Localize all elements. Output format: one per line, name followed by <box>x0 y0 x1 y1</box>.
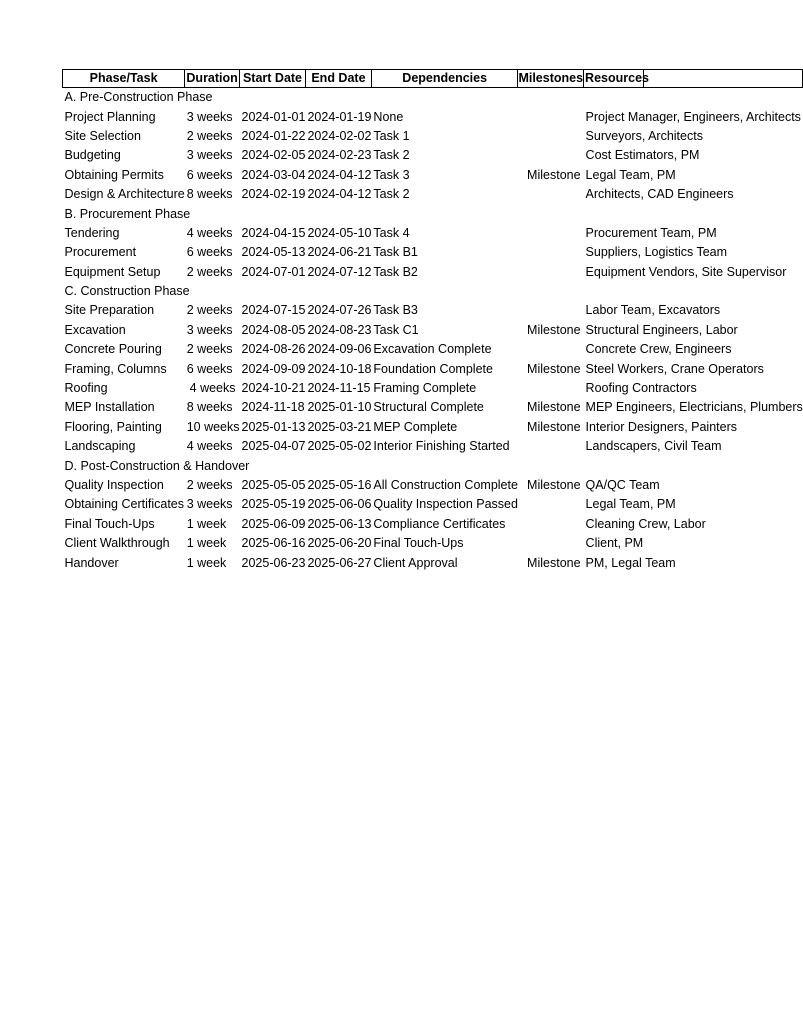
dependency-cell[interactable]: Task B2 <box>373 264 418 279</box>
end-date-cell[interactable]: 2024-09-06 <box>307 342 372 357</box>
table-row <box>63 534 803 553</box>
dependency-cell[interactable]: Task 2 <box>373 187 410 202</box>
phase-row <box>63 204 803 223</box>
table-row <box>63 359 803 378</box>
phase-title-d[interactable]: D. Post-Construction & Handover <box>64 458 250 473</box>
duration-cell[interactable]: 3 weeks <box>186 109 233 124</box>
milestone-cell[interactable]: Milestone <box>527 167 581 182</box>
duration-cell[interactable]: 8 weeks <box>186 187 233 202</box>
dependency-cell[interactable]: MEP Complete <box>373 419 458 434</box>
duration-cell[interactable]: 2 weeks <box>186 128 233 143</box>
header-milestones[interactable]: Milestones <box>518 70 584 88</box>
end-date-cell[interactable]: 2024-07-12 <box>307 264 372 279</box>
end-date-cell[interactable]: 2024-02-02 <box>307 128 372 143</box>
task-cell[interactable]: Roofing <box>64 381 108 396</box>
dependency-cell[interactable]: Excavation Complete <box>373 342 492 357</box>
end-date-cell[interactable]: 2024-07-26 <box>307 303 372 318</box>
dependency-cell[interactable]: Framing Complete <box>373 381 477 396</box>
dependency-cell[interactable]: Task 4 <box>373 225 410 240</box>
end-date-cell[interactable]: 2025-05-16 <box>307 478 372 492</box>
duration-cell[interactable]: 1 week <box>186 555 227 570</box>
end-date-cell[interactable]: 2024-10-18 <box>307 361 372 376</box>
duration-cell[interactable]: 4 weeks <box>189 381 236 396</box>
milestone-cell[interactable]: Milestone <box>527 419 581 434</box>
header-duration[interactable]: Duration <box>185 70 240 88</box>
duration-cell[interactable]: 3 weeks <box>186 322 233 337</box>
phase-row <box>63 456 803 475</box>
phase-title-a[interactable]: A. Pre-Construction Phase <box>64 90 213 105</box>
start-date-cell[interactable]: 2024-02-05 <box>241 148 306 163</box>
milestone-cell[interactable]: Milestone <box>527 322 581 337</box>
start-date-cell[interactable]: 2025-06-16 <box>241 536 306 551</box>
duration-cell[interactable]: 3 weeks <box>186 148 233 163</box>
start-date-cell[interactable]: 2025-04-07 <box>241 439 306 454</box>
table-row <box>63 321 803 340</box>
task-cell[interactable]: Landscaping <box>64 439 136 454</box>
end-date-cell[interactable]: 2024-04-12 <box>307 187 372 202</box>
dependency-cell[interactable]: Task B1 <box>373 245 418 260</box>
duration-cell[interactable]: 6 weeks <box>186 245 233 260</box>
end-date-cell[interactable]: 2025-01-10 <box>307 400 372 415</box>
task-cell[interactable]: Framing, Columns <box>64 361 167 376</box>
table-row <box>63 263 803 282</box>
task-cell[interactable]: Procurement <box>64 245 137 260</box>
end-date-cell[interactable]: 2024-05-10 <box>307 225 372 240</box>
duration-cell[interactable]: 2 weeks <box>186 342 233 357</box>
table-row <box>63 379 803 398</box>
header-row <box>63 70 803 88</box>
start-date-cell[interactable]: 2024-10-21 <box>241 381 306 396</box>
table-row <box>63 127 803 146</box>
start-date-cell[interactable]: 2025-06-09 <box>241 516 306 531</box>
duration-cell[interactable]: 2 weeks <box>186 264 233 279</box>
start-date-cell[interactable]: 2025-06-23 <box>241 555 306 570</box>
dependency-cell[interactable]: Task 1 <box>373 128 410 143</box>
milestone-cell[interactable] <box>518 301 584 320</box>
duration-cell[interactable]: 2 weeks <box>186 303 233 318</box>
milestone-cell[interactable] <box>518 107 584 126</box>
task-cell[interactable]: Site Selection <box>64 128 141 143</box>
start-date-cell[interactable]: 2024-08-05 <box>241 322 306 337</box>
start-date-cell[interactable]: 2024-11-18 <box>241 400 305 415</box>
start-date-cell[interactable]: 2024-05-13 <box>241 245 306 260</box>
task-cell[interactable]: Concrete Pouring <box>64 342 162 357</box>
resources-cell[interactable]: PM, Legal Team <box>585 555 676 570</box>
duration-cell[interactable]: 6 weeks <box>186 361 233 376</box>
dependency-cell[interactable]: Task 3 <box>373 167 410 182</box>
dependency-cell[interactable]: Task C1 <box>373 322 419 337</box>
header-resources[interactable] <box>584 70 803 88</box>
end-date-cell[interactable]: 2024-08-23 <box>307 322 372 337</box>
end-date-cell[interactable]: 2024-02-23 <box>307 148 372 163</box>
table-row <box>63 398 803 417</box>
resources-cell[interactable]: Equipment Vendors, Site Supervisor <box>585 264 787 279</box>
header-resources-label: Resources <box>585 71 649 85</box>
start-date-cell[interactable]: 2025-01-13 <box>241 419 306 434</box>
end-date-cell[interactable]: 2025-05-02 <box>307 439 372 454</box>
task-cell[interactable]: Site Preparation <box>64 303 155 318</box>
task-cell[interactable]: Design & Architecture <box>64 187 185 202</box>
duration-cell[interactable]: 4 weeks <box>186 439 233 454</box>
milestone-cell[interactable] <box>518 146 584 165</box>
phase-row <box>63 88 803 108</box>
task-cell[interactable]: Equipment Setup <box>64 264 161 279</box>
duration-cell[interactable]: 3 weeks <box>186 497 233 512</box>
duration-cell[interactable]: 10 weeks <box>186 419 240 434</box>
resources-cell[interactable]: Legal Team, PM <box>585 167 676 182</box>
end-date-cell[interactable]: 2024-01-19 <box>307 109 372 124</box>
task-cell[interactable]: Handover <box>64 555 119 570</box>
header-phase-task[interactable]: Phase/Task <box>63 70 185 88</box>
task-cell[interactable]: Budgeting <box>64 148 121 163</box>
dependency-cell[interactable]: Quality Inspection Passed <box>373 497 518 512</box>
resources-cell[interactable]: Client, PM <box>585 536 644 551</box>
resources-cell[interactable]: Labor Team, Excavators <box>585 303 721 318</box>
start-date-cell[interactable]: 2024-07-15 <box>241 303 306 318</box>
table-row <box>63 301 803 320</box>
start-date-cell[interactable]: 2025-05-05 <box>241 478 306 492</box>
table-row <box>63 340 803 359</box>
task-cell[interactable]: Flooring, Painting <box>64 419 162 434</box>
header-end-date[interactable]: End Date <box>305 70 371 88</box>
duration-cell[interactable]: 8 weeks <box>186 400 233 415</box>
milestone-cell[interactable]: Milestone <box>527 478 581 492</box>
table-row <box>63 107 803 126</box>
resources-cell[interactable]: Roofing Contractors <box>585 381 697 396</box>
duration-cell[interactable]: 1 week <box>186 536 227 551</box>
end-date-cell[interactable]: 2025-03-21 <box>307 419 372 434</box>
resources-cell[interactable]: Cleaning Crew, Labor <box>585 516 706 531</box>
milestone-cell[interactable]: Milestone <box>527 361 581 376</box>
dependency-cell[interactable]: Structural Complete <box>373 400 484 415</box>
milestone-cell[interactable] <box>518 185 584 204</box>
start-date-cell[interactable]: 2024-03-04 <box>241 167 306 182</box>
start-date-cell[interactable]: 2024-04-15 <box>241 225 306 240</box>
table-row <box>63 224 803 243</box>
header-dependencies[interactable]: Dependencies <box>371 70 518 88</box>
task-cell[interactable]: Excavation <box>64 322 126 337</box>
task-cell[interactable]: Tendering <box>64 225 120 240</box>
resources-cell[interactable]: Concrete Crew, Engineers <box>585 342 732 357</box>
duration-cell[interactable]: 1 week <box>186 516 227 531</box>
resources-cell[interactable]: Interior Designers, Painters <box>585 419 737 434</box>
resources-cell[interactable]: QA/QC Team <box>585 478 660 492</box>
start-date-cell[interactable]: 2025-05-19 <box>241 497 306 512</box>
resources-cell[interactable]: Project Manager, Engineers, Architects <box>585 109 801 124</box>
start-date-cell[interactable]: 2024-01-01 <box>241 109 306 124</box>
table-row <box>63 495 803 514</box>
end-date-cell[interactable]: 2024-04-12 <box>307 167 372 182</box>
start-date-cell[interactable]: 2024-01-22 <box>241 128 306 143</box>
end-date-cell[interactable]: 2024-11-15 <box>307 381 371 396</box>
start-date-cell[interactable]: 2024-02-19 <box>241 187 306 202</box>
phase-row <box>63 282 803 301</box>
task-cell[interactable]: Project Planning <box>64 109 156 124</box>
end-date-cell[interactable]: 2025-06-20 <box>307 536 372 551</box>
resources-cell[interactable]: Architects, CAD Engineers <box>585 187 734 202</box>
task-cell[interactable]: Obtaining Permits <box>64 167 164 182</box>
end-date-cell[interactable]: 2025-06-06 <box>307 497 372 512</box>
task-cell[interactable]: Final Touch-Ups <box>64 516 155 531</box>
header-start-date[interactable]: Start Date <box>240 70 306 88</box>
resources-cell[interactable]: Surveyors, Architects <box>585 128 703 143</box>
dependency-cell[interactable]: Client Approval <box>373 555 458 570</box>
dependency-cell[interactable]: Final Touch-Ups <box>373 536 464 551</box>
phase-title-b[interactable]: B. Procurement Phase <box>64 206 191 221</box>
resources-cell[interactable]: Steel Workers, Crane Operators <box>585 361 764 376</box>
phase-title-c[interactable]: C. Construction Phase <box>64 284 190 299</box>
table-row <box>63 185 803 204</box>
dependency-cell[interactable]: All Construction Complete <box>373 478 518 492</box>
table-row <box>63 437 803 456</box>
resources-cell[interactable]: Legal Team, PM <box>585 497 676 512</box>
end-date-cell[interactable]: 2025-06-27 <box>307 555 372 570</box>
milestone-cell[interactable]: Milestone <box>527 555 581 570</box>
resources-cell[interactable]: Landscapers, Civil Team <box>585 439 722 454</box>
resources-cell[interactable]: Structural Engineers, Labor <box>585 322 738 337</box>
milestone-cell[interactable] <box>518 243 584 262</box>
resources-cell[interactable]: Cost Estimators, PM <box>585 148 700 163</box>
dependency-cell[interactable]: Foundation Complete <box>373 361 493 376</box>
table-row <box>63 146 803 165</box>
table-body <box>63 88 803 573</box>
table-row <box>63 553 803 572</box>
table-row <box>63 418 803 437</box>
project-schedule-table <box>62 69 803 573</box>
resources-cell[interactable]: Procurement Team, PM <box>585 225 717 240</box>
dependency-cell[interactable]: None <box>373 109 404 124</box>
duration-cell[interactable]: 6 weeks <box>186 167 233 182</box>
dependency-cell[interactable]: Task B3 <box>373 303 418 318</box>
start-date-cell[interactable]: 2024-09-09 <box>241 361 306 376</box>
start-date-cell[interactable]: 2024-07-01 <box>241 264 306 279</box>
dependency-cell[interactable]: Task 2 <box>373 148 410 163</box>
start-date-cell[interactable]: 2024-08-26 <box>241 342 306 357</box>
resources-cell[interactable]: Suppliers, Logistics Team <box>585 245 728 260</box>
duration-cell[interactable]: 4 weeks <box>186 225 233 240</box>
table-header <box>63 70 803 88</box>
task-cell[interactable]: Obtaining Certificates <box>64 497 185 512</box>
milestone-cell[interactable] <box>518 263 584 282</box>
end-date-cell[interactable]: 2024-06-21 <box>307 245 372 260</box>
task-cell[interactable]: Client Walkthrough <box>64 536 170 551</box>
table-row <box>63 476 803 495</box>
table-row <box>63 166 803 185</box>
task-cell[interactable]: Quality Inspection <box>64 478 164 492</box>
milestone-cell[interactable] <box>518 127 584 146</box>
table-row <box>63 515 803 534</box>
task-cell[interactable]: MEP Installation <box>64 400 155 415</box>
dependency-cell[interactable]: Interior Finishing Started <box>373 439 510 454</box>
table-row <box>63 243 803 262</box>
milestone-cell[interactable]: Milestone <box>527 400 581 415</box>
resources-cell[interactable]: MEP Engineers, Electricians, Plumbers <box>585 400 803 415</box>
dependency-cell[interactable]: Compliance Certificates <box>373 516 506 531</box>
duration-cell[interactable]: 2 weeks <box>186 478 233 492</box>
end-date-cell[interactable]: 2025-06-13 <box>307 516 372 531</box>
milestone-cell[interactable] <box>518 224 584 243</box>
